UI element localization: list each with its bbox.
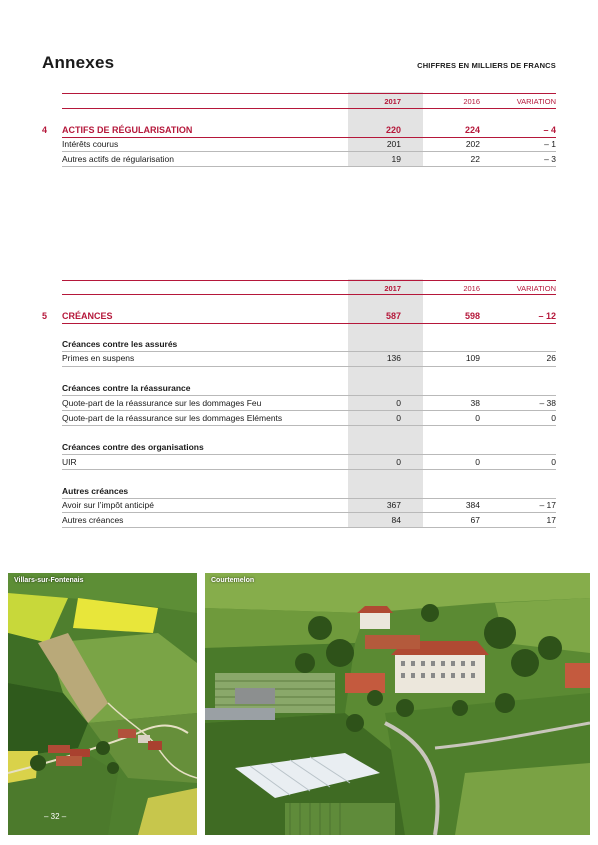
- rule: [62, 469, 556, 470]
- units-note: CHIFFRES EN MILLIERS DE FRANCS: [417, 61, 556, 70]
- cell: 38: [470, 398, 480, 408]
- rule: [62, 366, 556, 367]
- group-title: [0, 485, 598, 498]
- row-label: Primes en suspens: [62, 353, 135, 363]
- row-label: Autres actifs de régularisation: [62, 154, 174, 164]
- section-number: 5: [42, 311, 48, 321]
- section-row: [0, 310, 598, 323]
- rule: [62, 425, 556, 426]
- table-header: [0, 95, 598, 108]
- cell: 224: [464, 125, 480, 135]
- table-row: [0, 352, 598, 365]
- cell: 0: [396, 398, 401, 408]
- cell: 109: [465, 353, 480, 363]
- cell: – 3: [544, 154, 556, 164]
- photo-caption: Courtemelon: [211, 577, 255, 584]
- rule: [62, 166, 556, 167]
- cell: 0: [396, 457, 401, 467]
- group-label: Créances contre des organisations: [62, 442, 204, 452]
- rule: [62, 323, 556, 324]
- rule: [62, 294, 556, 295]
- group-label: Créances contre la réassurance: [62, 383, 191, 393]
- cell: 0: [475, 413, 480, 423]
- photo-villars: [8, 573, 197, 835]
- cell: 22: [470, 154, 480, 164]
- cell: 0: [551, 413, 556, 423]
- cell: – 17: [539, 500, 556, 510]
- row-label: Quote-part de la réassurance sur les dommages Eléments: [62, 413, 283, 423]
- rule: [62, 93, 556, 94]
- cell: – 1: [544, 139, 556, 149]
- photo-caption: Villars-sur-Fontenais: [14, 577, 84, 584]
- cell: 587: [385, 311, 401, 321]
- table-row: [0, 138, 598, 151]
- cell: 67: [470, 515, 480, 525]
- col-variation: VARIATION: [516, 284, 556, 293]
- row-label: Avoir sur l’impôt anticipé: [62, 500, 154, 510]
- row-label: Intérêts courus: [62, 139, 119, 149]
- table-row: [0, 499, 598, 512]
- cell: 26: [546, 353, 556, 363]
- page-number: – 32 –: [44, 812, 67, 821]
- col-2016: 2016: [463, 97, 480, 106]
- rule: [62, 527, 556, 528]
- section-label: CRÉANCES: [62, 311, 113, 321]
- rule: [62, 108, 556, 109]
- cell: – 4: [543, 125, 556, 135]
- rule: [62, 454, 556, 455]
- cell: 220: [385, 125, 401, 135]
- row-label: Quote-part de la réassurance sur les dommages Feu: [62, 398, 262, 408]
- group-label: Créances contre les assurés: [62, 339, 178, 349]
- cell: 367: [386, 500, 401, 510]
- table-row: [0, 412, 598, 425]
- group-title: [0, 338, 598, 351]
- col-2017: 2017: [384, 97, 401, 106]
- cell: 201: [386, 139, 401, 149]
- aerial-campus-image: [205, 573, 590, 835]
- rule: [62, 151, 556, 152]
- cell: 19: [391, 154, 401, 164]
- table-row: [0, 456, 598, 469]
- row-label: UIR: [62, 457, 77, 467]
- cell: – 38: [539, 398, 556, 408]
- cell: 202: [465, 139, 480, 149]
- cell: – 12: [538, 311, 556, 321]
- col-2016: 2016: [463, 284, 480, 293]
- section-number: 4: [42, 125, 48, 135]
- group-title: [0, 441, 598, 454]
- rule: [62, 280, 556, 281]
- cell: 84: [391, 515, 401, 525]
- rule: [62, 512, 556, 513]
- rule: [62, 395, 556, 396]
- table-row: [0, 514, 598, 527]
- row-label: Autres créances: [62, 515, 124, 525]
- cell: 17: [546, 515, 556, 525]
- col-variation: VARIATION: [516, 97, 556, 106]
- cell: 0: [396, 413, 401, 423]
- cell: 384: [465, 500, 480, 510]
- col-2017: 2017: [384, 284, 401, 293]
- cell: 0: [551, 457, 556, 467]
- cell: 136: [386, 353, 401, 363]
- aerial-farm-image: [8, 573, 197, 835]
- section-label: ACTIFS DE RÉGULARISATION: [62, 125, 193, 135]
- cell: 0: [475, 457, 480, 467]
- rule: [62, 410, 556, 411]
- photo-courtemelon: [205, 573, 590, 835]
- table-row: [0, 397, 598, 410]
- section-row: [0, 124, 598, 137]
- page-title: Annexes: [42, 53, 115, 72]
- group-label: Autres créances: [62, 486, 129, 496]
- group-title: [0, 382, 598, 395]
- table-row: [0, 153, 598, 166]
- cell: 598: [464, 311, 480, 321]
